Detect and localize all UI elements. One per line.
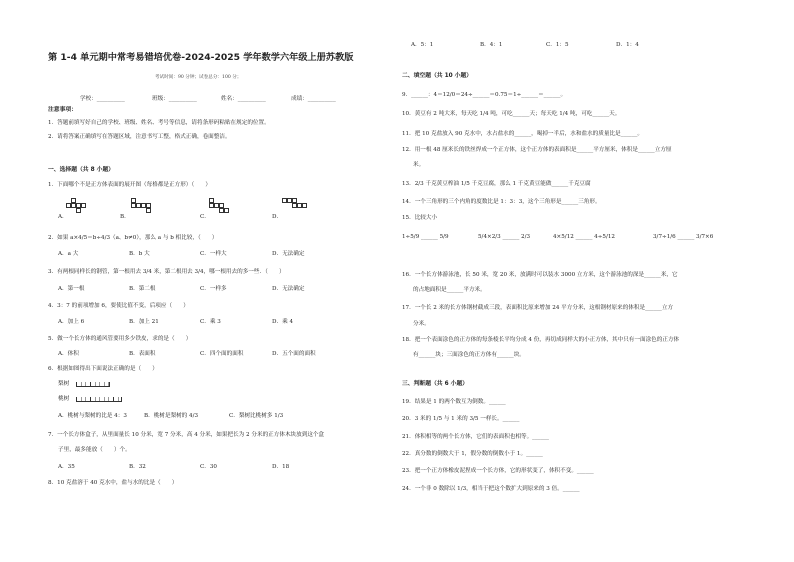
- question-17-line-2: 分米。: [413, 321, 430, 327]
- question-6: 6．根据如图得出下面说法正确的是（ ）: [48, 366, 158, 372]
- q8-option-c[interactable]: C．1：5: [546, 42, 569, 48]
- q7-option-a[interactable]: A．35: [58, 464, 75, 470]
- q4-option-d[interactable]: D．乘 4: [272, 319, 294, 325]
- question-10: 10．黄豆有 2 吨大米，每天吃 1/4 吨，可吃______天；每天吃 1/4 吨，可吃______天。: [402, 111, 621, 117]
- q6-option-b[interactable]: B．桃树是梨树的 4/3: [144, 413, 199, 419]
- notice-heading: 注意事项：: [48, 107, 77, 113]
- question-16-line-2: 的占地面积是______平方米。: [413, 287, 486, 293]
- question-9: 9．______：4＝12/0＝24÷______＝0.75＝1÷______＝______。: [402, 92, 567, 98]
- question-23: 23．把一个正方体橡皮泥捏成一个长方体，它的形状变了，体积不变。______: [402, 468, 594, 474]
- question-22: 22．真分数的倒数大于 1，假分数的倒数小于 1。______: [402, 451, 543, 457]
- section-fill-heading: 二、填空题（共 10 小题）: [402, 73, 473, 79]
- question-4: 4．3：7 的前项增加 6，要使比值不变，后项应（ ）: [48, 303, 189, 309]
- compare-item-3: 4×5/12 ______ 4÷5/12: [553, 234, 615, 240]
- q8-option-a[interactable]: A．5：1: [411, 42, 434, 48]
- q7-option-c[interactable]: C．30: [200, 464, 217, 470]
- section-choice-heading: 一、选择题（共 8 小题）: [48, 167, 115, 173]
- q3-option-c[interactable]: C．一样多: [200, 286, 227, 292]
- q3-option-b[interactable]: B．第二根: [129, 286, 156, 292]
- q5-option-a[interactable]: A．体积: [58, 351, 79, 357]
- question-15: 15．比较大小: [402, 215, 438, 221]
- notice-item-2: 2．请将答案正确填写在答题区域，注意书写工整，格式正确，卷面整洁。: [48, 134, 231, 140]
- q1-option-d[interactable]: D．: [272, 214, 283, 220]
- q4-option-c[interactable]: C．乘 3: [200, 319, 221, 325]
- q5-option-c[interactable]: C．四个面的面积: [200, 351, 244, 357]
- q8-option-b[interactable]: B．4：1: [480, 42, 503, 48]
- question-19: 19．结果是 1 的两个数互为倒数。______: [402, 399, 506, 405]
- question-12-line-1: 12．用一根 48 厘米长的铁丝焊成一个正方体，这个正方体的表面积是______平方厘米，体积是______立方厘: [402, 147, 672, 153]
- q1-option-a[interactable]: A．: [58, 214, 68, 220]
- compare-item-4: 3/7÷1/6 ______ 3/7×6: [653, 234, 714, 240]
- q6-option-c[interactable]: C．梨树比桃树多 1/3: [229, 413, 284, 419]
- question-24: 24．一个非 0 数除以 1/3，相当于把这个数扩大到原来的 3 倍。______: [402, 486, 580, 492]
- compare-item-1: 1÷5/9 ______ 5/9: [402, 234, 449, 240]
- question-12-line-2: 米。: [413, 162, 425, 168]
- exam-meta: 考试时间：90 分钟；试卷总分：100 分；: [155, 75, 242, 80]
- question-18-line-2: 有______块；三面涂色的正方体有______块。: [413, 352, 525, 358]
- q6-option-a[interactable]: A．桃树与梨树的比是 4：3: [58, 413, 127, 419]
- q4-option-b[interactable]: B．加上 21: [129, 319, 159, 325]
- section-judge-heading: 三、判断题（共 6 小题）: [402, 381, 469, 387]
- field-school[interactable]: 学校：__________: [80, 96, 125, 102]
- q2-option-b[interactable]: B．b 大: [129, 251, 150, 257]
- question-21: 21．体积相等的两个长方体，它们的表面积也相等。______: [402, 434, 549, 440]
- q4-option-a[interactable]: A．加上 6: [58, 319, 85, 325]
- question-18-line-1: 18．把一个表面涂色的正方体的每条棱长平均分成 4 份，再切成同样大的小正方体，其中只有一面涂色的正方体: [402, 337, 680, 343]
- question-20: 20．3 米的 1/5 与 1 米的 3/5 一样长。______: [402, 416, 520, 422]
- q6-label-pear: 梨树: [58, 381, 70, 387]
- q3-option-d[interactable]: D．无法确定: [272, 286, 305, 292]
- notice-item-1: 1．答题前填写好自己的学校、班级、姓名、考号等信息，请将条形码粘贴在规定的位置。: [48, 120, 270, 126]
- question-5: 5．做一个长方体的通风管要用多少铁皮，求的是（ ）: [48, 336, 192, 342]
- question-1: 1．下面哪个不是正方体表面的展开图（每格都是正方形）（ ）: [48, 182, 211, 188]
- q1-option-c[interactable]: C．: [200, 214, 210, 220]
- question-7-line-2: 子里，最多能放（ ）个。: [58, 447, 131, 453]
- q8-option-d[interactable]: D．1：4: [616, 42, 639, 48]
- peach-tree-segment-bar: [76, 397, 122, 402]
- question-13: 13．2/3 千克黄豆榨油 1/5 千克豆腐，那么 1 千克黄豆能做______千克豆腐: [402, 181, 591, 187]
- q2-option-d[interactable]: D．无法确定: [272, 251, 305, 257]
- pear-tree-segment-bar: [76, 382, 110, 387]
- field-name[interactable]: 姓名：__________: [221, 96, 266, 102]
- compare-item-2: 5/4×2/3 ______ 2/3: [478, 234, 531, 240]
- q7-option-b[interactable]: B．32: [129, 464, 146, 470]
- q7-option-d[interactable]: D．18: [272, 464, 290, 470]
- question-2: 2．如果 a×4/5＝b÷4/3（a、b≠0），那么 a 与 b 相比较，（ ）: [48, 235, 218, 241]
- question-8: 8．10 克盐溶于 40 克水中，盐与水的比是（ ）: [48, 480, 178, 486]
- question-3: 3．有两根同样长的钢管，第一根用去 3/4 米，第二根用去 3/4，哪一根用去的多一些．（ ）: [48, 269, 285, 275]
- question-11: 11．把 10 克盐放入 90 克水中，水占盐水的______，喝掉一半后，水和盐水的质量比是______。: [402, 131, 644, 137]
- question-17-line-1: 17．一个长 2 米的长方体钢材截成三段，表面积比原来增加 24 平方分米，这根钢材原来的体积是______立方: [402, 305, 674, 311]
- q3-option-a[interactable]: A．第一根: [58, 286, 85, 292]
- q2-option-a[interactable]: A．a 大: [58, 251, 79, 257]
- q2-option-c[interactable]: C．一样大: [200, 251, 227, 257]
- page-title: 第 1-4 单元期中常考易错培优卷-2024-2025 学年数学六年级上册苏教版: [48, 52, 354, 63]
- q1-option-b[interactable]: B．: [120, 214, 130, 220]
- field-score[interactable]: 成绩：__________: [291, 96, 336, 102]
- question-7-line-1: 7．一个长方体盒子，从里面量长 10 分米，宽 7 分米，高 4 分米，如果把长为 2 分米的正方体木块放到这个盒: [48, 432, 325, 438]
- question-14: 14．一个三角形的三个内角的度数比是 1：3：3，这个三角形是______三角形。: [402, 199, 601, 205]
- q5-option-d[interactable]: D．五个面的面积: [272, 351, 316, 357]
- q5-option-b[interactable]: B．表面积: [129, 351, 156, 357]
- question-16-line-1: 16．一个长方体游泳池，长 50 米，宽 20 米，放满时可以装水 3000 立方米，这个游泳池的深是______米，它: [402, 272, 678, 278]
- q6-label-peach: 桃树: [58, 396, 70, 402]
- field-class[interactable]: 班级：__________: [152, 96, 197, 102]
